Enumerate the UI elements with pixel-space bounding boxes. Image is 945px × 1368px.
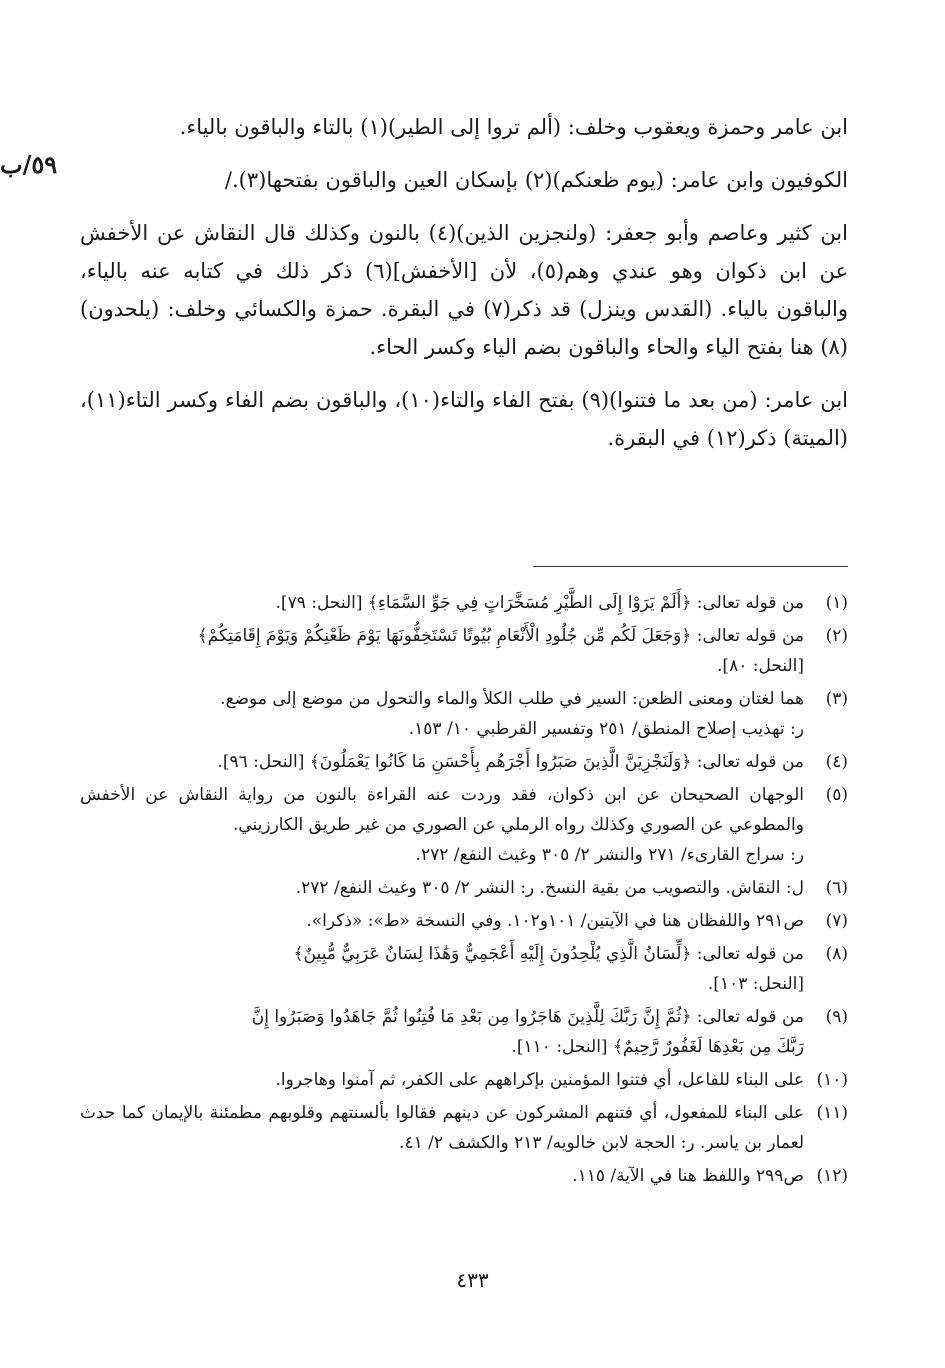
footnote-text <box>80 1065 804 1095</box>
footnote-number: (١٢) <box>816 1166 848 1186</box>
footnote <box>80 684 848 744</box>
footnote-line: ص٢٩١ واللفظان هنا في الآيتين/ ١٠١و١٠٢. وفي النسخة «ط»: «ذكرا». <box>306 911 804 931</box>
footnote-text <box>80 588 804 618</box>
footnote-number: (٩) <box>825 1007 848 1027</box>
footnote-line: من قوله تعالى: ﴿وَجَعَلَ لَكُم مِّن جُلُودِ الْأَنْعَامِ بُيُوتًا تَسْتَخِفُّونَهَا يَوْمَ ظَعْنِكُمْ وَيَوْمَ إِقَامَتِكُمْ﴾ <box>197 626 804 646</box>
footnote <box>80 747 848 777</box>
footnote-line: من قوله تعالى: ﴿لِّسَانُ الَّذِي يُلْحِدُونَ إِلَيْهِ أَعْجَمِيٌّ وَهَٰذَا لِسَانٌ عَرَبِيٌّ مُّبِينٌ﴾ <box>293 944 804 964</box>
footnote <box>80 939 848 999</box>
footnote <box>80 621 848 681</box>
footnote-number: (٦) <box>825 878 848 898</box>
footnote-number: (٨) <box>825 944 848 964</box>
footnote-text <box>80 1098 804 1158</box>
footnote <box>80 1161 848 1191</box>
footnote-number: (١٠) <box>816 1070 848 1090</box>
footnote-line: على البناء للمفعول، أي فتنهم المشركون عن دينهم فقالوا بألسنتهم وقلوبهم مطمئنة بالإيمان كما حدث لعمار بن ياسر. ر: الحجة لابن خالويه/ ٢١٣ والكشف ٢/ ٤١. <box>80 1103 804 1153</box>
footnote-line: ر: تهذيب إصلاح المنطق/ ٢٥١ وتفسير القرطبي ١٠/ ١٥٣. <box>408 719 804 739</box>
footnote <box>80 588 848 618</box>
footnote-line: ص٢٩٩ واللفظ هنا في الآية/ ١١٥. <box>572 1166 804 1186</box>
footnote-text <box>80 780 804 870</box>
footnote-line: ل: النقاش. والتصويب من بقية النسخ. ر: النشر ٢/ ٣٠٥ وغيث النفع/ ٢٧٢. <box>295 878 804 898</box>
footnote-line: رَبَّكَ مِن بَعْدِهَا لَغَفُورٌ رَّحِيمٌ﴾ [النحل: ١١٠]. <box>511 1037 804 1057</box>
footnotes <box>80 588 848 1194</box>
footnote-text <box>80 873 804 903</box>
footnote-text <box>80 747 804 777</box>
footnote-line: [النحل: ٨٠]. <box>717 656 804 676</box>
footnote-line: هما لغتان ومعنى الظعن: السير في طلب الكلأ والماء والتحول من موضع إلى موضع. <box>220 689 804 709</box>
footnote-number: (١) <box>825 593 848 613</box>
footnote-text <box>80 939 804 999</box>
main-text <box>80 108 848 472</box>
footnote <box>80 780 848 870</box>
paragraph: ابن عامر: (من بعد ما فتنوا)(٩) بفتح الفاء والتاء(١٠)، والباقون بضم الفاء وكسر التاء(١١)، (الميتة) ذكر(١٢) في البقرة. <box>80 388 849 450</box>
footnote-line: على البناء للفاعل، أي فتنوا المؤمنين بإكراههم على الكفر، ثم آمنوا وهاجروا. <box>275 1070 804 1090</box>
footnote-line: [النحل: ١٠٣]. <box>707 974 804 994</box>
footnote-text <box>80 684 804 744</box>
manuscript-folio-note: ٥٩/ب <box>0 150 58 179</box>
footnote-text <box>80 621 804 681</box>
footnote-text <box>80 906 804 936</box>
footnote <box>80 1098 848 1158</box>
footnote <box>80 1065 848 1095</box>
footnote-number: (٥) <box>825 785 848 805</box>
footnote-text <box>80 1161 804 1191</box>
footnote-number: (٣) <box>825 689 848 709</box>
paragraph: ابن كثير وعاصم وأبو جعفر: (ولنجزين الذين)(٤) بالنون وكذلك قال النقاش عن الأخفش عن ابن ذكوان وهو عندي وهم(٥)، لأن [الأخفش](٦) ذكر ذلك في كتابه عنه بالياء، والباقون بالياء. (القدس وينزل) قد ذكر(٧) في البقرة. حمزة والكسائي وخلف: (يلحدون)(٨) هنا بفتح الياء والحاء والباقون بضم الياء وكسر الحاء. <box>80 221 849 359</box>
footnote-line: من قوله تعالى: ﴿ثُمَّ إِنَّ رَبَّكَ لِلَّذِينَ هَاجَرُوا مِن بَعْدِ مَا فُتِنُوا ثُمَّ جَاهَدُوا وَصَبَرُوا إِنَّ <box>251 1007 804 1027</box>
footnote <box>80 906 848 936</box>
footnote-number: (٧) <box>825 911 848 931</box>
footnote-line: الوجهان الصحيحان عن ابن ذكوان، فقد وردت عنه القراءة بالنون من رواية النقاش عن الأخفش والمطوعي عن الصوري وكذلك رواه الرملي عن الصوري من غير طريق الكارزيني. <box>80 785 804 835</box>
page-number: ٤٣٣ <box>456 1268 489 1292</box>
footnote-number: (١١) <box>816 1103 848 1123</box>
paragraph: ابن عامر وحمزة ويعقوب وخلف: (ألم تروا إلى الطير)(١) بالتاء والباقون بالياء. <box>179 115 848 139</box>
footnote-line: من قوله تعالى: ﴿أَلَمْ يَرَوْا إِلَى الطَّيْرِ مُسَخَّرَاتٍ فِي جَوِّ السَّمَاءِ﴾ [النحل: ٧٩]. <box>275 593 804 613</box>
footnote <box>80 1002 848 1062</box>
footnote-text <box>80 1002 804 1062</box>
footnote-number: (٤) <box>825 752 848 772</box>
footnote-line: ر: سراج القارىء/ ٢٧١ والنشر ٢/ ٣٠٥ وغيث النفع/ ٢٧٢. <box>415 845 804 865</box>
footnote-separator <box>533 566 848 567</box>
footnote-line: من قوله تعالى: ﴿وَلَنَجْزِيَنَّ الَّذِينَ صَبَرُوا أَجْرَهُم بِأَحْسَنِ مَا كَانُوا يَعْمَلُونَ﴾ [النحل: ٩٦]. <box>217 752 804 772</box>
footnote-number: (٢) <box>825 626 848 646</box>
footnote <box>80 873 848 903</box>
paragraph: الكوفيون وابن عامر: (يوم ظعنكم)(٢) بإسكان العين والباقون بفتحها(٣)./ <box>224 168 848 192</box>
